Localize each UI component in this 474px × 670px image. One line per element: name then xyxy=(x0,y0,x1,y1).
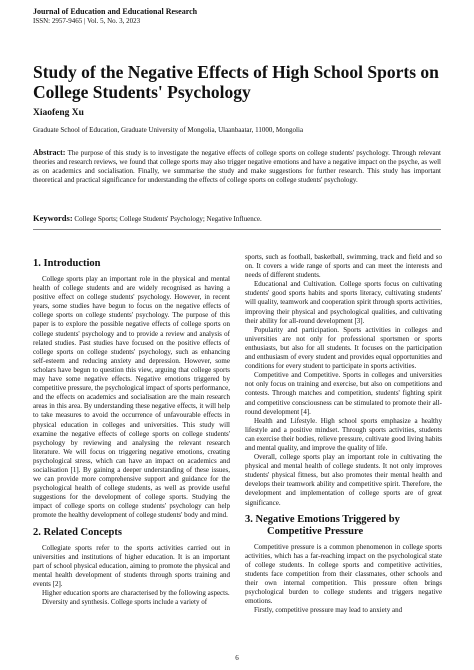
right-paragraph-6: Overall, college sports play an important role in cultivating the physical and mental health of college students. It not only improves students' physical fitness, but also promotes their mental health and develops their teamwork ability and competitive spirit. Therefore, the development and implementation of college sports are of great significance. xyxy=(245,453,442,507)
section-1-heading: 1. Introduction xyxy=(33,258,101,269)
keywords xyxy=(33,214,441,224)
section-3-paragraph-1: Competitive pressure is a common phenomenon in college sports activities, which has a far-reaching impact on the psychological state of college students. In college sports and competitive activities, students face competition from their classmates, other schools and their own internal competition. This pressure often brings psychological burden to college students and triggers negative emotions. xyxy=(245,542,442,606)
section-divider xyxy=(33,229,441,230)
section-3-heading-line-2: Competitive Pressure xyxy=(267,525,364,537)
section-3-heading xyxy=(245,514,442,538)
right-column xyxy=(245,253,442,615)
journal-name: Journal of Education and Educational Research xyxy=(33,7,198,16)
page-number: 6 xyxy=(235,654,239,662)
section-2-heading: 2. Related Concepts xyxy=(33,526,122,538)
abstract xyxy=(33,148,441,185)
right-paragraph-1: sports, such as football, basketball, swimming, track and field and so on. It covers a wide range of sports and can meet the interests and needs of different students. xyxy=(245,253,442,280)
paper-title: Study of the Negative Effects of High School Sports on College Students' Psychology xyxy=(33,62,439,102)
section-1-paragraph: College sports play an important role in the physical and mental health of college students and are widely recognised as having a positive effect on college students' psychology. However, in recent years, some studies have begun to focus on the negative effects of college sports on college students' psychology. The purpose of this paper is to explore the possible negative effects of college sports on college students' psychology and to provide a review and analysis of related studies. Past studies have focused on the positive effects of college sports on college students' psychology, such as enhancing self-esteem and reducing anxiety and depression. However, some scholars have begun to question this view, arguing that college sports may have some negative effects. Negative emotions triggered by competitive pressure, the psychological impact of sports performance, and the effects on academics and socialisation are the main research areas in this area. By understanding these negative effects, it will help to take measures to avoid the occurrence of unfavourable effects in physical education in colleges and universities. This study will examine the negative effects of college sports on college students' psychology by reviewing and analysing the relevant research literature. We will focus on triggering negative emotions, creating psychological stress, which can have an impact on academics and socialisation [1]. By gaining a deeper understanding of these issues, we can provide more comprehensive support and guidance for the psychological health of college students, as well as provide useful suggestions for the development of college sports. Studying the impact of college sports on college students' psychology can help promote the healthy development of college students' body and mind. xyxy=(33,275,230,520)
author-name: Xiaofeng Xu xyxy=(33,108,84,118)
journal-issn: ISSN: 2957-9465 | Vol. 5, No. 3, 2023 xyxy=(33,17,141,25)
keywords-text: College Sports; College Students' Psychology; Negative Influence. xyxy=(74,215,262,223)
right-paragraph-5: Health and Lifestyle. High school sports emphasize a healthy lifestyle and a positive mindset. Through sports activities, students can exercise their bodies, relieve pressure, cultivate good living habits and mental quality, and improve the quality of life. xyxy=(245,416,442,452)
section-3-heading-line-1: 3. Negative Emotions Triggered by xyxy=(245,513,400,525)
right-paragraph-2: Educational and Cultivation. College sports focus on cultivating students' good sports habits and sports literacy, cultivating students' will quality, teamwork and cooperation spirit through sports activities, improving their physical and psychological qualities, and cultivating their ability for all-round development [3]. xyxy=(245,280,442,325)
section-2-paragraph-2: Higher education sports are characterised by the following aspects. xyxy=(42,589,230,597)
abstract-label: Abstract: xyxy=(33,148,66,157)
right-paragraph-3: Popularity and participation. Sports activities in colleges and universities are not only for professional sportsmen or sports enthusiasts, but also for all students. It focuses on the participation and enthusiasm of every student and provides equal opportunities and conditions for every student to participate in sports activities. xyxy=(245,325,442,371)
section-2-paragraph-1: Collegiate sports refer to the sports activities carried out in universities and institutions of higher education. It is an important part of school physical education, aiming to promote the physical and mental health development of students through sports training and events [2]. xyxy=(33,543,230,588)
author-affiliation: Graduate School of Education, Graduate University of Mongolia, Ulaanbaatar, 11000, Mongolia xyxy=(33,126,304,134)
section-2-paragraph-3: Diversity and synthesis. College sports include a variety of xyxy=(42,598,208,607)
left-column xyxy=(33,258,230,607)
abstract-text: The purpose of this study is to investigate the negative effects of college sports on college students' psychology. Through relevant theories and research reviews, we found that college sports may also trigger negative emotions and have a negative impact on the psyche, as well as on academics and socialisation. Finally, we summarise the study and make suggestions for further research. This study has important theoretical and practical significance for understanding the effects of college sports on college students' psychology. xyxy=(33,149,441,185)
right-paragraph-4: Competitive and Competitive. Sports in colleges and universities not only focus on training and exercise, but also on competitions and contests. Through matches and competition, students' fighting spirit and competitive consciousness can be stimulated to promote their all-round development [4]. xyxy=(245,371,442,416)
section-3-paragraph-2: Firstly, competitive pressure may lead to anxiety and xyxy=(254,606,403,615)
keywords-label: Keywords: xyxy=(33,213,73,223)
